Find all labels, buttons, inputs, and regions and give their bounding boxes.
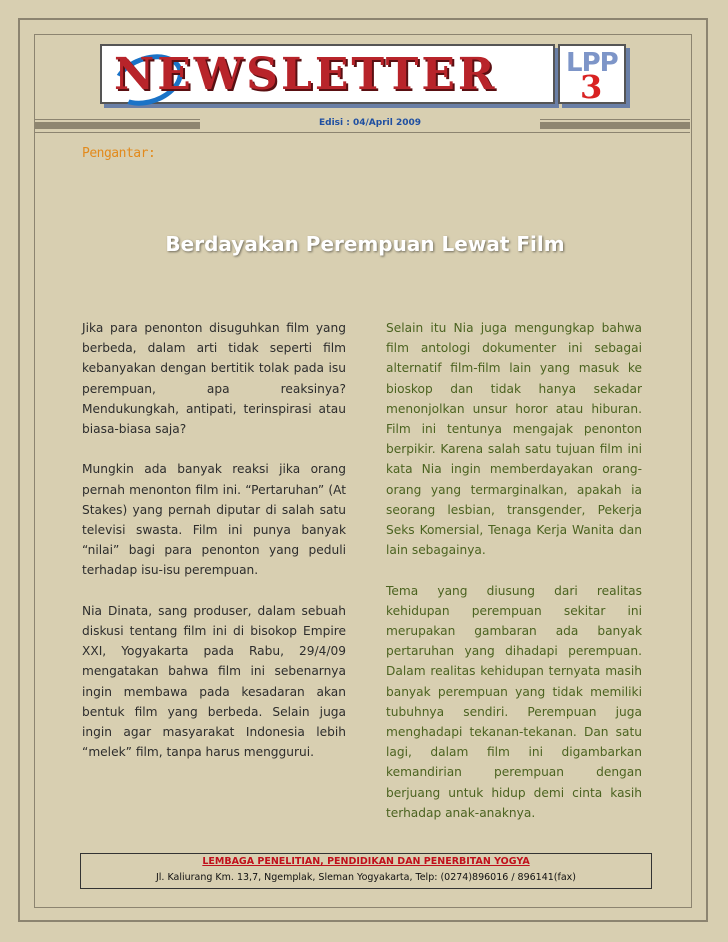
paragraph: Nia Dinata, sang produser, dalam sebuah diskusi tentang film ini di bisokop Empire XXI, Yogyakarta pada Rabu, 29/4/09 mengatakan bahwa film ini sebenarnya ingin membawa pada kesadaran akan bentuk film yang berbeda. Selain juga ingin agar masyarakat Indonesia lebih “melek” film, tanpa harus menggurui. (82, 603, 346, 760)
article-column-right (386, 318, 642, 843)
paragraph: Jika para penonton disuguhkan film yang berbeda, dalam arti tidak seperti film kebanyakan dengan bertitik tolak pada isu perempuan, apa reaksinya? Mendukungkah, antipati, terinspirasi atau biasa-biasa saja? (82, 321, 346, 437)
paragraph: Mungkin ada banyak reaksi jika orang pernah menonton film ini. “Pertaruhan” (At Stakes) yang pernah diputar di salah satu televisi swasta. Film ini punya banyak “nilai” bagi para penonton yang peduli terhadap isu-isu perempuan. (82, 462, 346, 578)
masthead-banner (100, 44, 555, 104)
paragraph: Selain itu Nia juga mengungkap bahwa film antologi dokumenter ini sebagai alternatif film-film lain yang masuk ke bioskop dan tidak hanya sekadar menonjolkan unsur horor atau hiburan. Film ini tentunya mengajak penonton berpikir. Karena salah satu tujuan film ini kata Nia ingin memberdayakan orang-orang yang termarginalkan, apakah ia seorang lesbian, transgender, Pekerja Seks Komersial, Tenaga Kerja Wanita dan lain sebagainya. (386, 321, 642, 558)
section-label: Pengantar: (82, 146, 156, 161)
edition-label: Edisi : 04/April 2009 (200, 117, 540, 129)
logo-number: 3 (580, 68, 603, 106)
footer (80, 853, 652, 889)
footer-organization: LEMBAGA PENELITIAN, PENDIDIKAN DAN PENERBITAN YOGYA (202, 856, 530, 867)
paragraph: Tema yang diusung dari realitas kehidupan perempuan sekitar ini merupakan gambaran ada banyak pertaruhan yang dihadapi perempuan. Dalam realitas kehidupan ternyata masih banyak perempuan yang tidak memiliki tubuhnya sendiri. Perempuan juga menghadapi tekanan-tekanan. Dan satu lagi, dalam film ini digambarkan kemandirian perempuan dengan berjuang untuk hidup demi cinta kasih terhadap anak-anaknya. (386, 583, 642, 820)
logo-letters: LPP (566, 48, 618, 78)
publisher-logo (558, 44, 626, 104)
footer-address: Jl. Kaliurang Km. 13,7, Ngemplak, Sleman Yogyakarta, Telp: (0274)896016 / 896141(fax) (155, 872, 577, 883)
masthead-title: NEWSLETTER (114, 49, 498, 100)
article-headline: Berdayakan Perempuan Lewat Film (165, 232, 565, 256)
article-column-left (82, 318, 346, 783)
